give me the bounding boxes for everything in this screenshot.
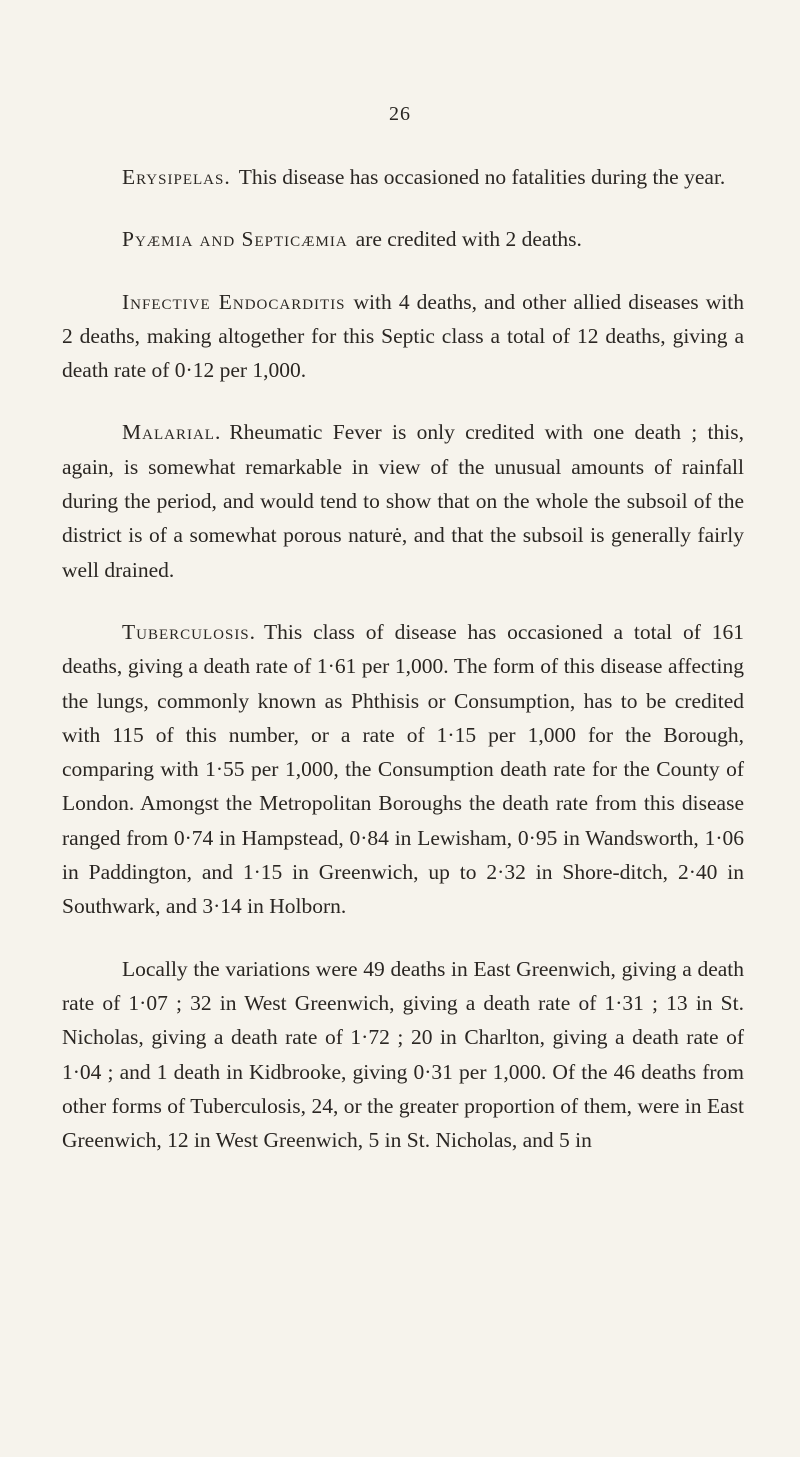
- paragraph-text: are credited with 2 deaths.: [355, 227, 582, 252]
- body-text: [62, 160, 744, 1185]
- paragraph-tuberculosis: [62, 615, 744, 924]
- paragraph-text: This disease has occasioned no fatalities during the year.: [238, 165, 726, 189]
- paragraph-text: with 4 deaths, and other allied diseases with 2 deaths, making altogether for this Septic class a total of 12 deaths, giving a death rate of 0·12 per 1,000.: [62, 289, 744, 383]
- paragraph-local-variations: [62, 952, 744, 1158]
- paragraph-pyaemia: [62, 222, 744, 256]
- section-heading: Pyæmia and Septicæmia: [122, 227, 348, 252]
- section-heading: Infective Endocarditis: [122, 289, 346, 314]
- section-heading: Malarial.: [122, 420, 222, 445]
- paragraph-erysipelas: [62, 160, 744, 194]
- paragraph-infective-endocarditis: [62, 285, 744, 388]
- section-heading: Erysipelas.: [122, 165, 231, 189]
- page-number: 26: [389, 103, 411, 125]
- paragraph-text: Locally the variations were 49 deaths in East Greenwich, giving a death rate of 1·07 ; 32 in West Greenwich, giving a death rate of 1·31 ; 13 in St. Nicholas, giving a death rate of 1·72 ; 20 in Charlton, giving a death rate of 1·04 ; and 1 death in Kidbrooke, giving 0·31 per 1,000. Of the 46 deaths from other forms of Tuberculosis, 24, or the greater proportion of them, were in East Greenwich, 12 in West Greenwich, 5 in St. Nicholas, and 5 in: [62, 956, 744, 1153]
- paragraph-malarial: [62, 415, 744, 586]
- paragraph-text: Rheumatic Fever is only credited with one death ; this, again, is somewhat remarkable in view of the unusual amounts of rainfall during the period, and would tend to show that on the whole the subsoil of the district is of a somewhat porous naturė, and that the subsoil is generally fairly well drained.: [62, 420, 744, 582]
- section-heading: Tuberculosis.: [122, 619, 257, 644]
- paragraph-text: This class of disease has occasioned a total of 161 deaths, giving a death rate of 1·61 per 1,000. The form of this disease affecting the lungs, commonly known as Phthisis or Consumption, has to be credited with 115 of this number, or a rate of 1·15 per 1,000 for the Borough, comparing with 1·55 per 1,000, the Consumption death rate for the County of London. Amongst the Metropolitan Boroughs the death rate from this disease ranged from 0·74 in Hampstead, 0·84 in Lewisham, 0·95 in Wandsworth, 1·06 in Paddington, and 1·15 in Greenwich, up to 2·32 in Shore-ditch, 2·40 in Southwark, and 3·14 in Holborn.: [62, 619, 744, 919]
